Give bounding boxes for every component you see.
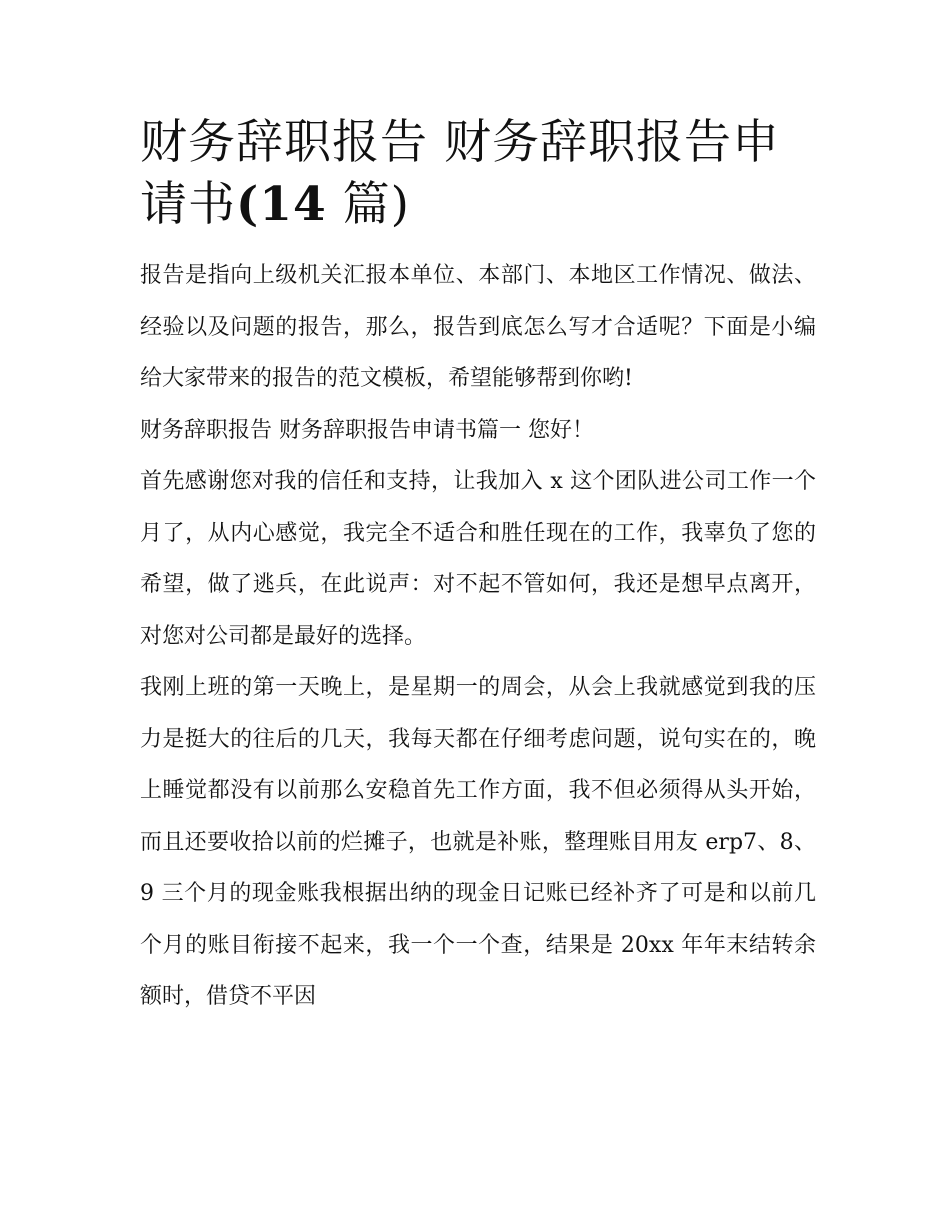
body-paragraph: 我刚上班的第一天晚上，是星期一的周会，从会上我就感觉到我的压力是挺大的往后的几天，我每天都在仔细考虑问题，说句实在的，晚上睡觉都没有以前那么安稳首先工作方面，我不但必须得从头开始，而且还要收拾以前的烂摊子，也就是补账，整理账目用友 erp7、8、9 三个月的现金账我根据出纳的现金日记账已经补齐了可是和以前几个月的账目衔接不起来，我一个一个查，结果是 20xx 年年末结转余额时，借贷不平因	[140, 675, 816, 1009]
title-line-2-suffix: 篇)	[326, 177, 410, 232]
title-line-2-count: (14	[236, 177, 327, 232]
section-heading-paragraph: 财务辞职报告 财务辞职报告申请书篇一 您好！	[140, 417, 594, 443]
body-paragraph: 首先感谢您对我的信任和支持，让我加入 x 这个团队进公司工作一个月了，从内心感觉，我完全不适合和胜任现在的工作，我辜负了您的希望，做了逃兵，在此说声：对不起不管如何，我还是想早点离开，对您对公司都是最好的选择。	[140, 469, 816, 649]
title-line-2-prefix: 请书	[140, 177, 236, 232]
document-title	[140, 112, 816, 236]
title-line-1: 财务辞职报告 财务辞职报告申	[140, 115, 780, 170]
document-page	[140, 112, 816, 1023]
intro-paragraph: 报告是指向上级机关汇报本单位、本部门、本地区工作情况、做法、经验以及问题的报告，那么，报告到底怎么写才合适呢？下面是小编给大家带来的报告的范文模板，希望能够帮到你哟!	[140, 263, 816, 391]
